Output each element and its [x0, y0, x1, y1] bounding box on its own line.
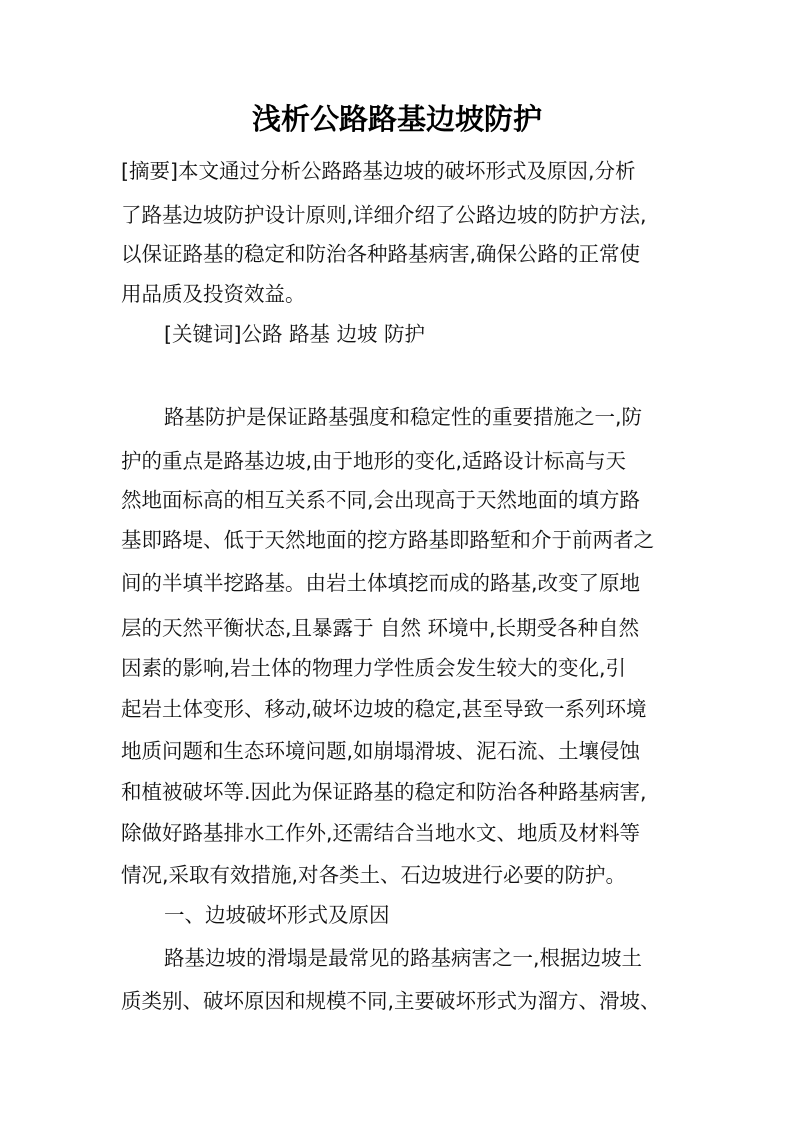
body-line: 路基防护是保证路基强度和稳定性的重要措施之一,防 — [164, 405, 643, 429]
body-line: 和植被破坏等.因此为保证路基的稳定和防治各种路基病害, — [121, 780, 647, 804]
body-line: 地质问题和生态环境问题,如崩塌滑坡、泥石流、土壤侵蚀 — [121, 739, 641, 763]
section-heading: 一、边坡破坏形式及原因 — [164, 903, 390, 927]
abstract-line: [摘要]本文通过分析公路路基边坡的破坏形式及原因,分析 — [121, 159, 636, 183]
body-line: 因素的影响,岩土体的物理力学性质会发生较大的变化,引 — [121, 656, 627, 680]
abstract-line: 用品质及投资效益。 — [121, 282, 306, 306]
body-line: 起岩土体变形、移动,破坏边坡的稳定,甚至导致一系列环境 — [121, 697, 647, 721]
body-line: 护的重点是路基边坡,由于地形的变化,适路设计标高与天 — [121, 449, 627, 473]
body-line: 除做好路基排水工作外,还需结合当地水文、地质及材料等 — [121, 821, 641, 845]
body-line: 基即路堤、低于天然地面的挖方路基即路堑和介于前两者之 — [121, 528, 654, 552]
abstract-line: 了路基边坡防护设计原则,详细介绍了公路边坡的防护方法, — [121, 203, 647, 227]
body-line: 然地面标高的相互关系不同,会出现高于天然地面的填方路 — [121, 488, 641, 512]
keywords-line: [关键词]公路 路基 边坡 防护 — [164, 322, 426, 346]
document-title: 浅析公路路基边坡防护 — [251, 102, 542, 136]
section-line: 路基边坡的滑塌是最常见的路基病害之一,根据边坡土 — [164, 946, 643, 970]
abstract-line: 以保证路基的稳定和防治各种路基病害,确保公路的正常使 — [121, 242, 641, 266]
body-line: 情况,采取有效措施,对各类土、石边坡进行必要的防护。 — [121, 863, 627, 887]
body-line: 间的半填半挖路基。由岩土体填挖而成的路基,改变了原地 — [121, 571, 641, 595]
section-line: 质类别、破坏原因和规模不同,主要破坏形式为溜方、滑坡、 — [121, 989, 661, 1013]
body-line: 层的天然平衡状态,且暴露于 自然 环境中,长期受各种自然 — [121, 616, 640, 640]
